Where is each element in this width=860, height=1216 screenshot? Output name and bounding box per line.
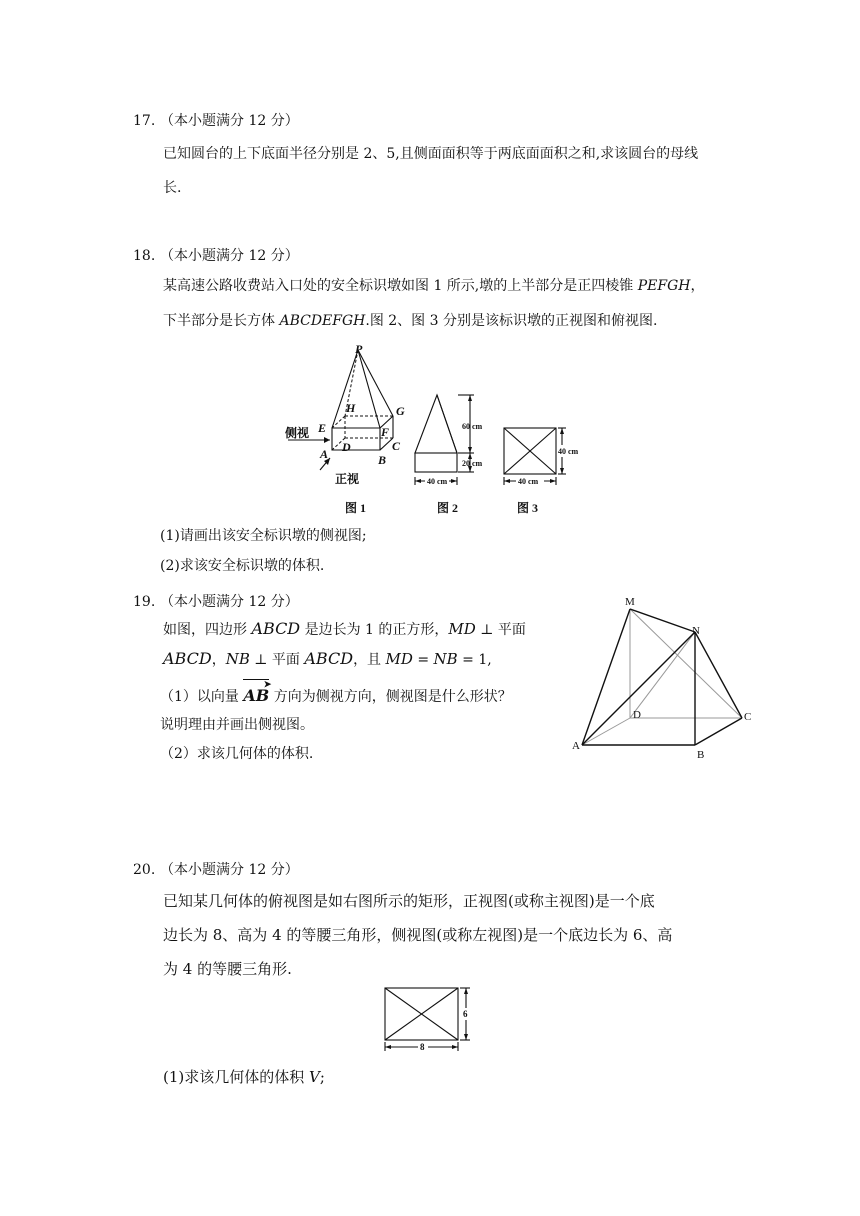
q18-text-line2-a: 下半部分是长方体 bbox=[163, 313, 280, 329]
q19-part1-c: 方向为侧视方向，侧视图是什么形状？ bbox=[269, 689, 512, 705]
q20-part1-v: V bbox=[309, 1068, 320, 1086]
q20-text-line2: 边长为 8、高为 4 的等腰三角形，侧视图(或称左视图)是一个底边长为 6、高 bbox=[163, 926, 673, 944]
q19-fig-label-M: M bbox=[625, 596, 635, 608]
q19-part1-a: （1）以向量 bbox=[160, 689, 244, 705]
q17-number: 17. bbox=[133, 113, 156, 129]
q19-number: 19. bbox=[133, 594, 156, 610]
q18-text-line1 bbox=[163, 277, 704, 295]
q19-line2-c: NB bbox=[225, 650, 250, 668]
q19-line1-a: 如图，四边形 bbox=[163, 622, 252, 638]
q19-fig-label-A: A bbox=[572, 740, 580, 752]
fig3-dim-height: 40 cm bbox=[558, 447, 579, 456]
q18-text-line1-c: ， bbox=[690, 278, 705, 294]
q19-line2-j: = 1, bbox=[457, 652, 492, 668]
q19-line2-d: ⊥ 平面 bbox=[249, 652, 305, 668]
q19-vector-ab-text: AB bbox=[243, 686, 270, 705]
q20-text-line1: 已知某几何体的俯视图是如右图所示的矩形，正视图(或称主视图)是一个底 bbox=[163, 892, 655, 910]
q19-line1-c: 是边长为 1 的正方形， bbox=[300, 622, 449, 638]
q20-figure bbox=[380, 984, 480, 1056]
fig1-label-G: G bbox=[396, 404, 405, 418]
q20-header: （本小题满分 12 分） bbox=[160, 862, 299, 878]
q19-header: （本小题满分 12 分） bbox=[160, 594, 299, 610]
fig2-caption: 图 2 bbox=[437, 501, 459, 515]
q19-line2-h: = bbox=[412, 652, 434, 668]
fig1-label-A: A bbox=[320, 447, 329, 461]
q20-fig-dim-width: 8 bbox=[420, 1042, 425, 1052]
q19-fig-label-N: N bbox=[692, 625, 700, 637]
q17-text-line1: 已知圆台的上下底面半径分别是 2、5,且侧面面积等于两底面面积之和,求该圆台的母线 bbox=[163, 146, 699, 162]
q20-number: 20. bbox=[133, 862, 156, 878]
fig1-caption: 图 1 bbox=[345, 501, 367, 515]
q19-square-name: ABCD bbox=[251, 619, 301, 638]
fig1-label-D: D bbox=[342, 440, 351, 454]
q20-text-line3: 为 4 的等腰三角形. bbox=[163, 960, 292, 978]
q18-cuboid-name: ABCDEFGH bbox=[279, 313, 366, 329]
q19-line2-e: ABCD bbox=[304, 649, 354, 668]
q19-line2-f: ，且 bbox=[353, 652, 386, 668]
fig1-label-C: C bbox=[392, 439, 401, 453]
q19-text-line2 bbox=[163, 650, 492, 669]
q18-part1: (1)请画出该安全标识墩的侧视图; bbox=[160, 528, 367, 544]
fig1-label-E: E bbox=[318, 421, 327, 435]
q18-figure-1 bbox=[280, 340, 420, 520]
fig2-dim-width: 40 cm bbox=[427, 477, 448, 486]
q19-part2: （2）求该几何体的体积. bbox=[160, 746, 314, 762]
q19-fig-label-B: B bbox=[697, 749, 705, 761]
fig3-dim-width: 40 cm bbox=[518, 477, 539, 486]
q19-md: MD bbox=[448, 620, 476, 638]
fig1-label-B: B bbox=[378, 453, 387, 467]
q19-vector-arrowhead: ➤ bbox=[263, 680, 272, 690]
q18-part2: (2)求该安全标识墩的体积. bbox=[160, 558, 325, 574]
fig1-front-view-label: 正视 bbox=[335, 472, 360, 486]
fig2-dim-top: 60 cm bbox=[462, 422, 483, 431]
q19-part1-line2: 说明理由并画出侧视图。 bbox=[160, 717, 314, 733]
q18-figure-3 bbox=[500, 420, 590, 520]
q19-line2-g: MD bbox=[385, 650, 413, 668]
q17-text-line2: 长. bbox=[163, 180, 182, 196]
q18-text-line1-a: 某高速公路收费站入口处的安全标识墩如图 1 所示,墩的上半部分是正四棱锥 bbox=[163, 278, 638, 294]
q19-text-line1 bbox=[163, 620, 526, 639]
fig1-label-H: H bbox=[346, 401, 356, 415]
q19-figure bbox=[568, 590, 768, 770]
q18-text-line2-c: .图 2、图 3 分别是该标识墩的正视图和俯视图. bbox=[365, 313, 658, 329]
fig1-side-view-label: 侧视 bbox=[285, 426, 310, 440]
fig3-caption: 图 3 bbox=[517, 501, 539, 515]
q17-header: （本小题满分 12 分） bbox=[160, 113, 299, 129]
fig1-label-F: F bbox=[381, 425, 390, 439]
q19-fig-label-D: D bbox=[633, 709, 641, 721]
q19-line2-a: ABCD bbox=[163, 649, 212, 668]
q19-line2-i: NB bbox=[433, 650, 458, 668]
q19-part1 bbox=[160, 680, 512, 706]
q18-figure-2 bbox=[410, 385, 500, 520]
q20-part1-a: (1)求该几何体的体积 bbox=[163, 1068, 310, 1086]
q18-text-line2 bbox=[163, 312, 657, 330]
fig2-dim-bottom: 20 cm bbox=[462, 459, 483, 468]
q20-fig-dim-height: 6 bbox=[463, 1009, 468, 1019]
q18-header: （本小题满分 12 分） bbox=[160, 248, 299, 264]
q19-fig-label-C: C bbox=[744, 711, 752, 723]
q18-pyramid-name: PEFGH bbox=[637, 278, 691, 294]
q19-vector-ab bbox=[243, 680, 272, 705]
q20-part1-c: ; bbox=[319, 1068, 325, 1086]
q19-line1-e: ⊥ 平面 bbox=[475, 622, 526, 638]
fig1-label-P: P bbox=[355, 342, 363, 356]
q18-number: 18. bbox=[133, 248, 156, 264]
q20-part1 bbox=[163, 1068, 325, 1086]
q19-line2-b: ， bbox=[211, 652, 226, 668]
